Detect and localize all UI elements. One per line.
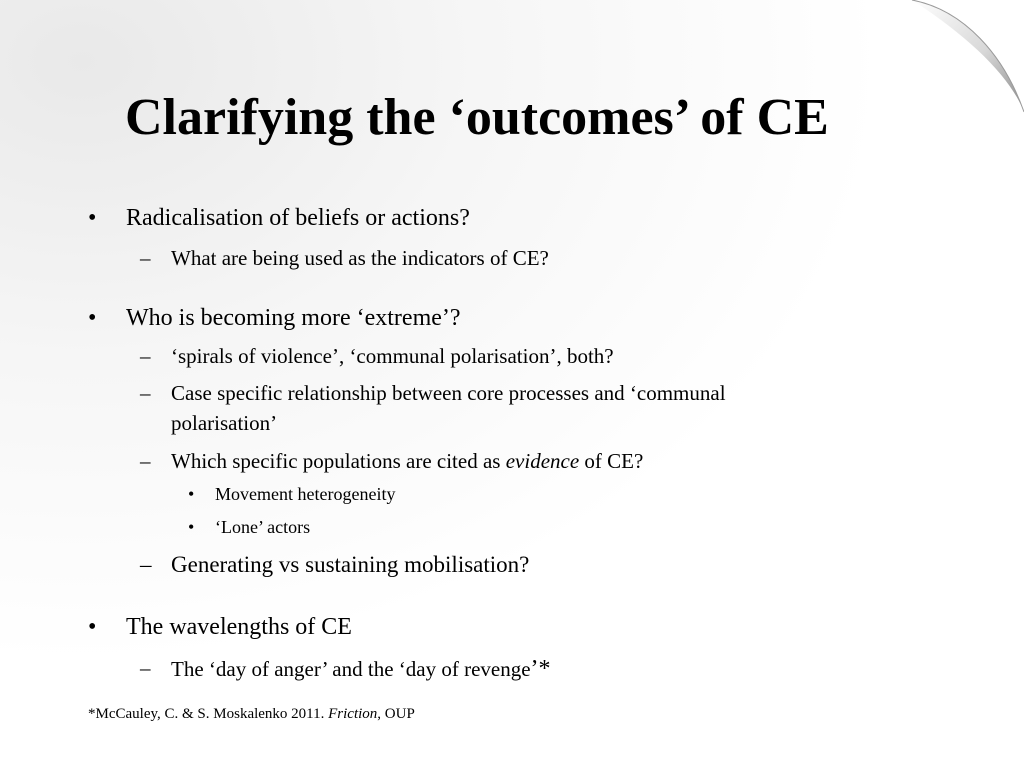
footnote-marker: ’* — [530, 656, 551, 682]
bullet-marker: • — [88, 614, 97, 640]
text-segment: , OUP — [377, 706, 415, 722]
dash-marker: – — [140, 552, 152, 577]
dash-marker: – — [140, 381, 151, 405]
text-segment: of CE? — [579, 449, 644, 473]
sub-bullet-text: ‘spirals of violence’, ‘communal polarisation’, both? — [171, 344, 614, 368]
slide-title: Clarifying the ‘outcomes’ of CE — [125, 89, 829, 146]
emphasis-text: evidence — [505, 449, 580, 473]
bullet-text: Radicalisation of beliefs or actions? — [126, 205, 470, 231]
emphasis-text: Friction — [328, 706, 378, 722]
sub-bullet-continuation: polarisation’ — [171, 411, 278, 435]
text-segment: *McCauley, C. & S. Moskalenko 2011. — [88, 706, 329, 722]
bullet-marker: • — [188, 517, 195, 537]
bullet-text: Who is becoming more ‘extreme’? — [126, 305, 461, 331]
bullet-marker: • — [188, 484, 195, 504]
sub-bullet-text: Generating vs sustaining mobilisation? — [171, 552, 530, 577]
dash-marker: – — [140, 449, 151, 473]
dash-marker: – — [140, 656, 151, 680]
text-segment: The ‘day of anger’ and the ‘day of revenge — [171, 657, 531, 681]
bullet-text: The wavelengths of CE — [126, 614, 352, 640]
bullet-marker: • — [88, 305, 97, 331]
sub-sub-bullet-text: ‘Lone’ actors — [215, 517, 311, 537]
sub-sub-bullet-text: Movement heterogeneity — [215, 484, 396, 504]
dash-marker: – — [140, 246, 151, 270]
footnote — [88, 706, 415, 723]
sub-bullet-text: Case specific relationship between core processes and ‘communal — [171, 381, 726, 405]
dash-marker: – — [140, 344, 151, 368]
sub-bullet-text — [171, 656, 551, 683]
bullet-marker: • — [88, 205, 97, 231]
sub-bullet-text: What are being used as the indicators of CE? — [171, 246, 549, 270]
page-curl-decoration — [904, 0, 1024, 120]
text-segment: Which specific populations are cited as — [171, 449, 506, 473]
sub-bullet-text — [171, 449, 643, 474]
